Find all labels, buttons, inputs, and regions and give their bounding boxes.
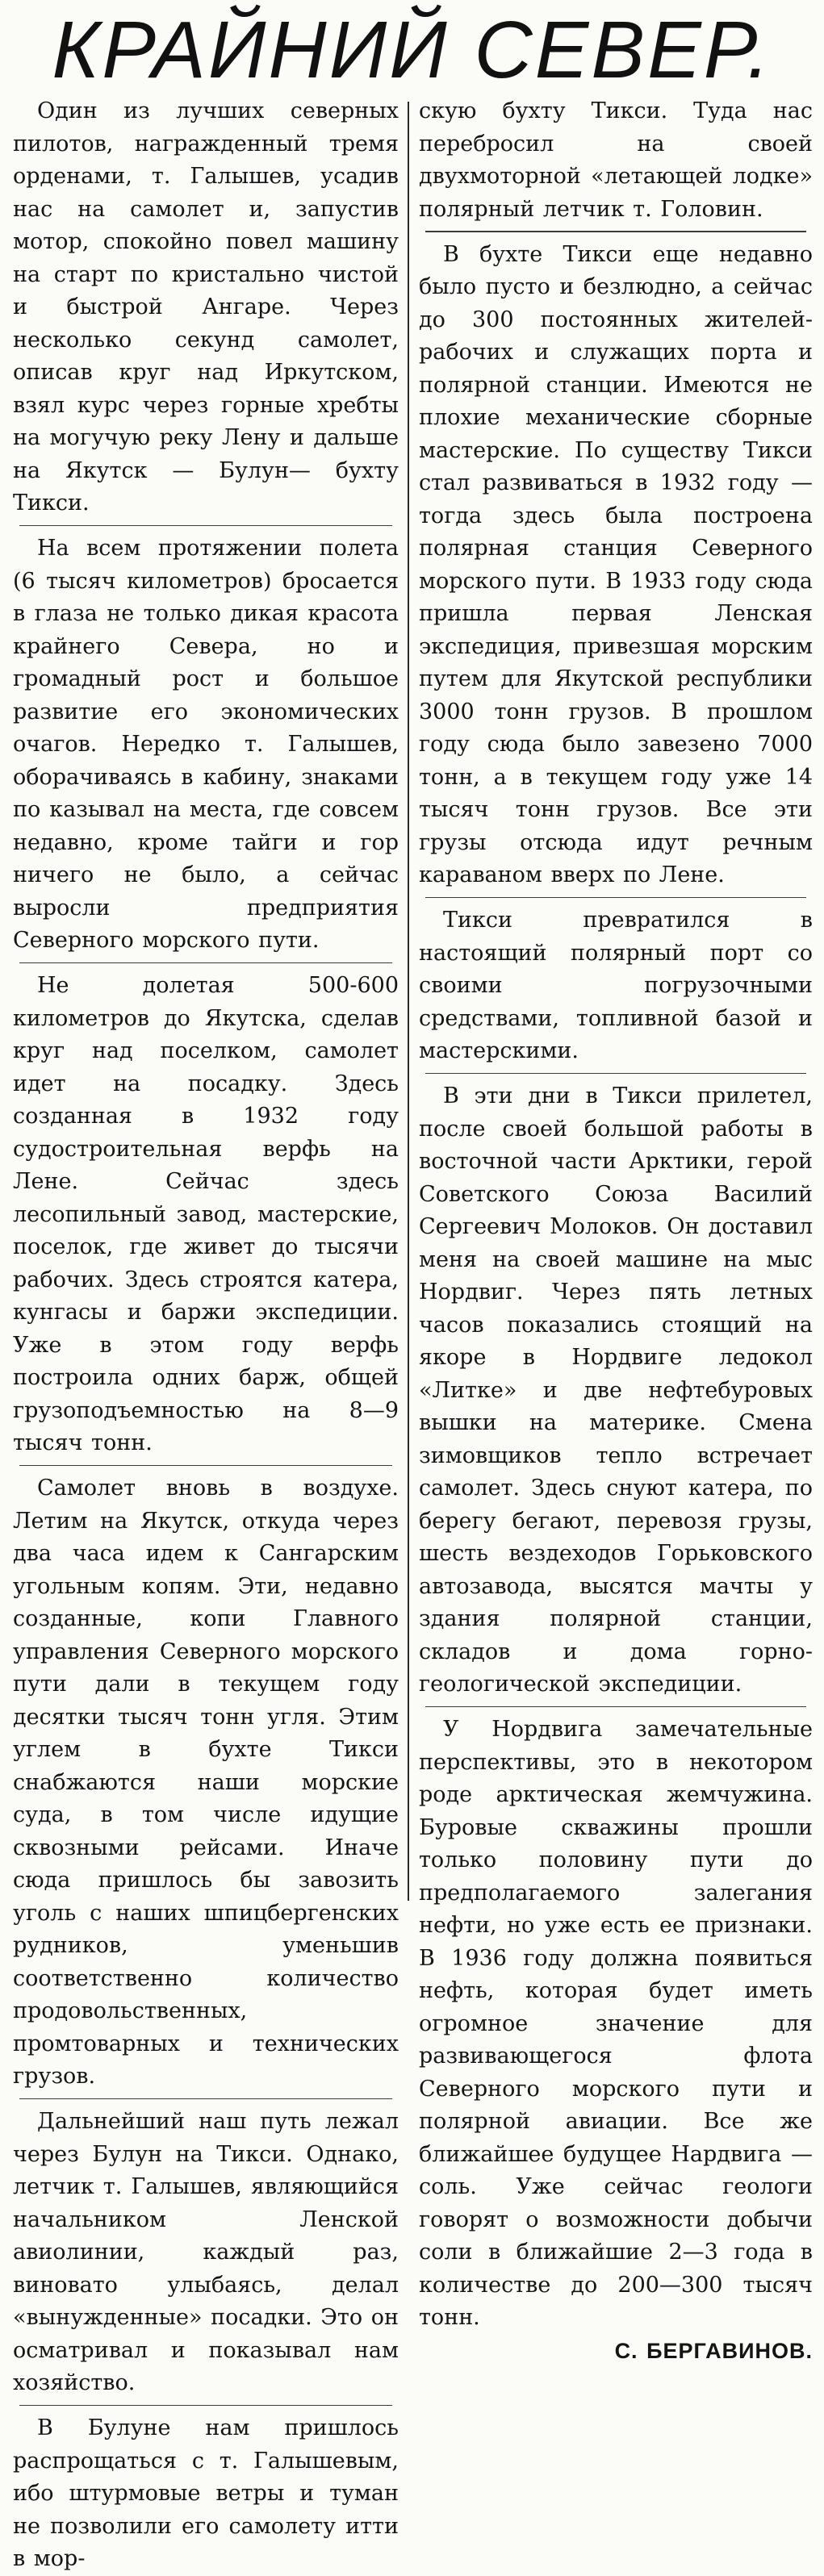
paragraph-separator bbox=[425, 1706, 806, 1708]
paragraph: На всем протяжении полета (6 тысяч километров) бросается в глаза не только дикая красота крайнего Севера, но и громадный рост и большое развитие его экономических очагов. Нередко т. Галышев, оборачиваясь в кабину, знаками по казывал на места, где совсем недавно, кроме тайги и гор ничего не было, а сейчас выросли предприятия Северного морского пути. bbox=[13, 536, 399, 953]
paragraph-separator bbox=[19, 1465, 392, 1467]
paragraph: Не долетая 500-600 километров до Якутска, сделав круг над поселком, самолет идет на посадку. Здесь созданная в 1932 году судостроительная верфь на Лене. Сейчас здесь лесопильный завод, мастерские, поселок, где живет до тысячи рабочих. Здесь строятся катера, кунгасы и баржи экспедиции. Уже в этом году верфь построила одних барж, общей грузоподъемностью на 8—9 тысяч тонн. bbox=[13, 973, 399, 1455]
paragraph: Дальнейший наш путь лежал через Булун на Тикси. Однако, летчик т. Галышев, являющийся начальником Ленской авиолинии, каждый раз, виновато улыбаясь, делал «вынужденные» посадки. Это он осматривал и показывал нам хозяйство. bbox=[13, 2109, 399, 2395]
author-signature: С. БЕРГАВИНОВ. bbox=[614, 2338, 813, 2363]
paragraph: Самолет вновь в воздухе. Летим на Якутск, откуда через два часа идем к Сангарским угольным копям. Эти, недавно созданные, копи Главного управления Северного морского пути дали в текущем году десятки тысяч тонн угля. Этим углем в бухте Тикси снабжаются наши морские суда, в том числе идущие сквозными рейсами. Иначе сюда пришлось бы завозить уголь с наших шпицбергенских рудников, уменьшив соответственно количество продовольственных, промтоварных и технических грузов. bbox=[13, 1476, 399, 2089]
paragraph-separator bbox=[19, 2098, 392, 2100]
paragraph-separator bbox=[425, 897, 806, 899]
paragraph: У Нордвига замечательные перспективы, это в некотором роде арктическая жемчужина. Буровые скважины прошли только половину пути до предполагаемого залегания нефти, но уже есть ее признаки. В 1936 году должна появиться нефть, которая будет иметь огромное значение для развивающегося флота Северного морского пути и полярной авиации. Все же ближайшее будущее Нардвига — соль. Уже сейчас геологи говорят о возможности добычи соли в ближайшие 2—3 года в количестве до 200—300 тысяч тонн. bbox=[419, 1717, 813, 2330]
paragraph: Тикси превратился в настоящий полярный порт со своими погрузочными средствами, топливной базой и мастерскими. bbox=[419, 908, 813, 1063]
headline: КРАЙНИЙ СЕВЕР. bbox=[52, 5, 772, 95]
paragraph-separator bbox=[19, 962, 392, 964]
paragraph: Один из лучших северных пилотов, награжденный тремя орденами, т. Галышев, усадив нас на самолет и, запустив мотор, спокойно повел машину на старт по кристально чистой и быстрой Ангаре. Через несколько секунд самолет, описав круг над Иркутском, взял курс через горные хребты на могучую реку Лену и дальше на Якутск — Булун— бухту Тикси. bbox=[13, 98, 399, 516]
paragraph-separator bbox=[425, 231, 806, 232]
paragraph: В Булуне нам пришлось распрощаться с т. Галышевым, ибо штурмовые ветры и туман не позволили его самолету итти в мор- bbox=[13, 2415, 399, 2571]
left-column bbox=[13, 95, 399, 2576]
right-column bbox=[419, 95, 813, 2367]
paragraph-separator bbox=[19, 525, 392, 527]
paragraph: скую бухту Тикси. Туда нас перебросил на своей двухмоторной «летающей лодке» полярный летчик т. Головин. bbox=[419, 98, 813, 222]
column-rule bbox=[408, 102, 409, 1901]
paragraph: В эти дни в Тикси прилетел, после своей большой работы в восточной части Арктики, герой Советского Союза Василий Сергеевич Молоков. Он доставил меня на своей машине на мыс Нордвиг. Через пять летных часов показались стоящий на якоре в Нордвиге ледокол «Литке» и две нефтебуровых вышки на материке. Смена зимовщиков тепло встречает самолет. Здесь снуют катера, по берегу бегают, перевозя грузы, шесть вездеходов Горьковского автозавода, высятся мачты у здания полярной станции, складов и дома горно-геологической экспедиции. bbox=[419, 1083, 813, 1697]
paragraph-separator bbox=[425, 1073, 806, 1075]
paragraph-separator bbox=[19, 2405, 392, 2407]
paragraph: В бухте Тикси еще недавно было пусто и безлюдно, а сейчас до 300 постоянных жителей-рабочих и служащих порта и полярной станции. Имеются не плохие механические сборные мастерские. По существу Тикси стал развиваться в 1932 году — тогда здесь была построена полярная станция Северного морского пути. В 1933 году сюда пришла первая Ленская экспедиция, привезшая морским путем для Якутской республики 3000 тонн грузов. В прошлом году сюда было завезено 7000 тонн, а в текущем году уже 14 тысяч тонн грузов. Все эти грузы отсюда идут речным караваном вверх по Лене. bbox=[419, 241, 813, 887]
